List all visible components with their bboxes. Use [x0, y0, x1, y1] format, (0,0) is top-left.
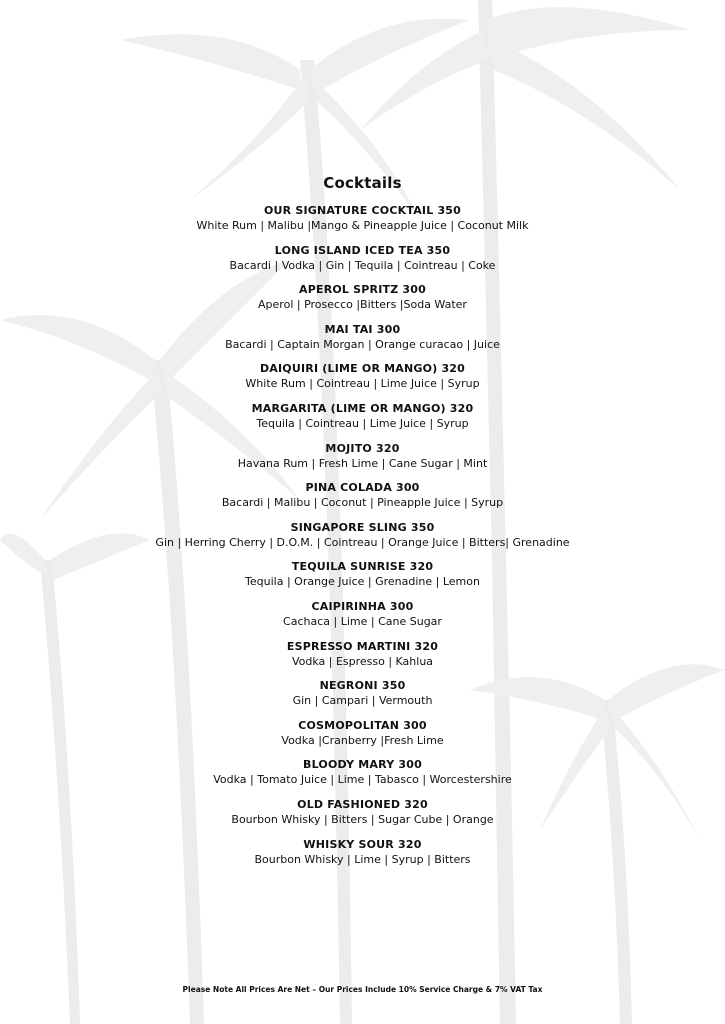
item-ingredients: Vodka |Cranberry |Fresh Lime [281, 733, 444, 747]
item-ingredients: Bourbon Whisky | Bitters | Sugar Cube | Orange [231, 812, 494, 826]
item-name: MARGARITA (LIME OR MANGO) 320 [251, 401, 474, 415]
menu-item [0, 797, 725, 837]
item-name: APEROL SPRITZ 300 [299, 283, 426, 297]
item-name: OLD FASHIONED 320 [297, 797, 428, 811]
menu-item [0, 837, 725, 877]
menu-item [0, 243, 725, 283]
item-ingredients: Bourbon Whisky | Lime | Syrup | Bitters [254, 852, 471, 866]
item-ingredients: Bacardi | Vodka | Gin | Tequila | Cointreau | Coke [229, 258, 496, 272]
item-name: COSMOPOLITAN 300 [298, 718, 427, 732]
menu-item [0, 322, 725, 362]
menu-item [0, 282, 725, 322]
menu-item [0, 480, 725, 520]
item-name: WHISKY SOUR 320 [303, 837, 422, 851]
item-name: PINA COLADA 300 [305, 481, 420, 495]
item-name: TEQUILA SUNRISE 320 [291, 560, 434, 574]
menu-items-list [0, 203, 725, 876]
item-ingredients: Tequila | Cointreau | Lime Juice | Syrup [256, 416, 469, 430]
menu-item [0, 441, 725, 481]
menu-item [0, 559, 725, 599]
menu-item [0, 203, 725, 243]
item-ingredients: Tequila | Orange Juice | Grenadine | Lemon [245, 575, 480, 589]
item-name: NEGRONI 350 [319, 679, 406, 693]
menu-item [0, 718, 725, 758]
item-ingredients: Cachaca | Lime | Cane Sugar [283, 614, 442, 628]
item-ingredients: Vodka | Espresso | Kahlua [291, 654, 434, 668]
item-ingredients: Havana Rum | Fresh Lime | Cane Sugar | Mint [237, 456, 488, 470]
menu-item [0, 678, 725, 718]
item-ingredients: Vodka | Tomato Juice | Lime | Tabasco | Worcestershire [213, 773, 512, 787]
price-note-footer: Please Note All Prices Are Net – Our Prices Include 10% Service Charge & 7% VAT Tax [182, 985, 543, 994]
item-name: BLOODY MARY 300 [303, 758, 422, 772]
item-name: OUR SIGNATURE COCKTAIL 350 [263, 204, 462, 217]
item-ingredients: Bacardi | Captain Morgan | Orange curacao | Juice [225, 337, 500, 351]
menu-item [0, 757, 725, 797]
item-ingredients: Aperol | Prosecco |Bitters |Soda Water [258, 298, 467, 312]
item-name: CAIPIRINHA 300 [311, 599, 414, 613]
item-ingredients: Bacardi | Malibu | Coconut | Pineapple Juice | Syrup [221, 496, 504, 510]
item-name: SINGAPORE SLING 350 [290, 520, 435, 534]
menu-item [0, 401, 725, 441]
menu-item [0, 639, 725, 679]
item-ingredients: Gin | Herring Cherry | D.O.M. | Cointreau | Orange Juice | Bitters| Grenadine [155, 535, 570, 549]
item-ingredients: White Rum | Cointreau | Lime Juice | Syrup [245, 377, 480, 391]
menu-item [0, 361, 725, 401]
menu-item [0, 520, 725, 560]
menu-title: Cocktails [323, 174, 402, 192]
item-name: DAIQUIRI (LIME OR MANGO) 320 [259, 362, 466, 376]
item-name: LONG ISLAND ICED TEA 350 [274, 243, 451, 257]
item-name: MOJITO 320 [325, 441, 400, 455]
menu-item [0, 599, 725, 639]
item-name: MAI TAI 300 [324, 322, 401, 336]
item-ingredients: Gin | Campari | Vermouth [292, 694, 433, 708]
item-ingredients: White Rum | Malibu |Mango & Pineapple Juice | Coconut Milk [196, 219, 529, 232]
item-name: ESPRESSO MARTINI 320 [286, 639, 439, 653]
